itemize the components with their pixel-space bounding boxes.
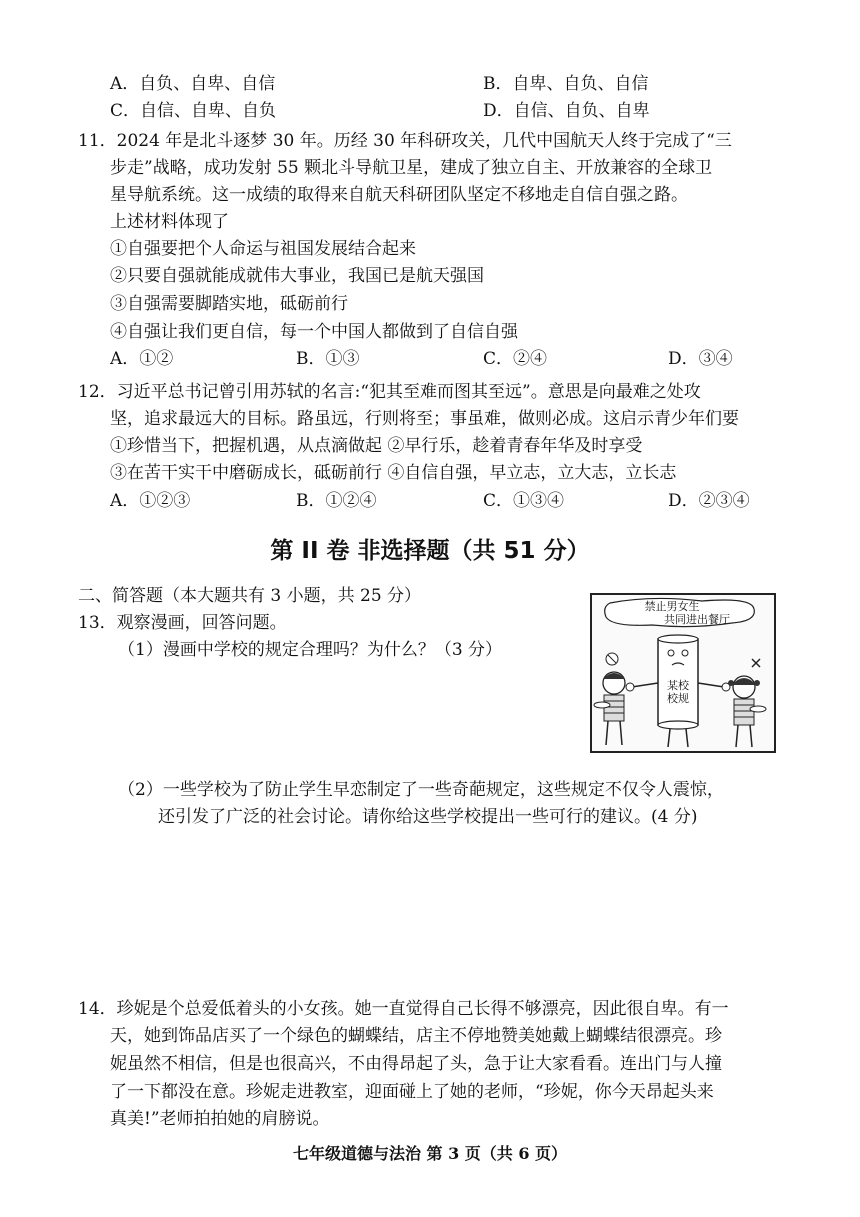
q12-option-b: B．①②④	[296, 491, 377, 511]
q12-statements-1-2: ①珍惜当下，把握机遇，从点滴做起 ②早行乐，趁着青春年华及时享受	[110, 436, 643, 456]
cartoon-scroll-line2: 校规	[667, 692, 689, 705]
cartoon-sign-line2: 共同进出餐厅	[664, 613, 730, 626]
q11-statement-1: ①自强要把个人命运与祖国发展结合起来	[110, 239, 416, 259]
q11-option-a: A．①②	[110, 349, 174, 369]
q11-option-d: D．③④	[668, 349, 733, 369]
q12-option-d: D．②③④	[668, 491, 750, 511]
q13-sub2-line1: （2）一些学校为了防止学生早恋制定了一些奇葩规定，这些规定不仅令人震惊，	[118, 780, 724, 800]
q10-option-d: D．自信、自负、自卑	[483, 101, 650, 121]
q14-stem-line1: 14．珍妮是个总爱低着头的小女孩。她一直觉得自己长得不够漂亮，因此很自卑。有一	[78, 999, 729, 1019]
q11-stem-line3: 星导航系统。这一成绩的取得来自航天科研团队坚定不移地走自信自强之路。	[110, 185, 688, 205]
q14-stem-line2: 天，她到饰品店买了一个绿色的蝴蝶结，店主不停地赞美她戴上蝴蝶结很漂亮。珍	[110, 1026, 722, 1046]
cartoon-sign-text	[614, 600, 730, 626]
q11-stem-line2: 步走”战略，成功发射 55 颗北斗导航卫星，建成了独立自主、开放兼容的全球卫	[110, 158, 713, 178]
q12-stem-line2: 坚，追求最远大的目标。路虽远，行则将至；事虽难，做则必成。这启示青少年们要	[110, 409, 739, 429]
q10-option-a: A．自负、自卑、自信	[110, 74, 276, 94]
q13-stem: 13．观察漫画，回答问题。	[78, 613, 287, 633]
q12-stem-line1: 12．习近平总书记曾引用苏轼的名言:“犯其至难而图其至远”。意思是向最难之处攻	[78, 382, 701, 402]
q13-sub1: （1）漫画中学校的规定合理吗？为什么？（3 分）	[118, 640, 503, 660]
q11-statement-3: ③自强需要脚踏实地，砥砺前行	[110, 294, 348, 314]
q14-stem-line5: 真美!”老师拍拍她的肩膀说。	[110, 1109, 330, 1129]
cartoon-illustration	[590, 593, 776, 753]
q11-stem-line1: 11．2024 年是北斗逐梦 30 年。历经 30 年科研攻关，几代中国航天人终于完成了“三	[78, 131, 732, 151]
q12-option-a: A．①②③	[110, 491, 191, 511]
q11-option-c: C．②④	[483, 349, 548, 369]
cartoon-sign-line1: 禁止男女生	[644, 600, 700, 613]
page-footer: 七年级道德与法治 第 3 页（共 6 页）	[292, 1144, 568, 1163]
q14-stem-line3: 妮虽然不相信，但是也很高兴，不由得昂起了头，急于让大家看看。连出门与人撞	[110, 1054, 722, 1074]
q10-option-c: C．自信、自卑、自负	[110, 101, 277, 121]
q10-option-b: B．自卑、自负、自信	[483, 74, 649, 94]
part2-heading: 二、简答题（本大题共有 3 小题，共 25 分）	[78, 586, 422, 606]
q12-statements-3-4: ③在苦干实干中磨砺成长，砥砺前行 ④自信自强，早立志，立大志，立长志	[110, 463, 677, 483]
section-title: 第 II 卷 非选择题（共 51 分）	[270, 538, 590, 564]
q13-sub2-line2: 还引发了广泛的社会讨论。请你给这些学校提出一些可行的建议。(4 分)	[158, 807, 698, 827]
q11-statement-4: ④自强让我们更自信，每一个中国人都做到了自信自强	[110, 322, 518, 342]
cartoon-scroll-line1: 某校	[667, 679, 689, 692]
q11-stem-line4: 上述材料体现了	[110, 212, 229, 232]
cartoon-scroll-text	[662, 679, 694, 705]
q11-statement-2: ②只要自强就能成就伟大事业，我国已是航天强国	[110, 266, 484, 286]
q11-option-b: B．①③	[296, 349, 360, 369]
q14-stem-line4: 了一下都没在意。珍妮走进教室，迎面碰上了她的老师，“珍妮，你今天昂起头来	[110, 1082, 714, 1102]
q12-option-c: C．①③④	[483, 491, 565, 511]
